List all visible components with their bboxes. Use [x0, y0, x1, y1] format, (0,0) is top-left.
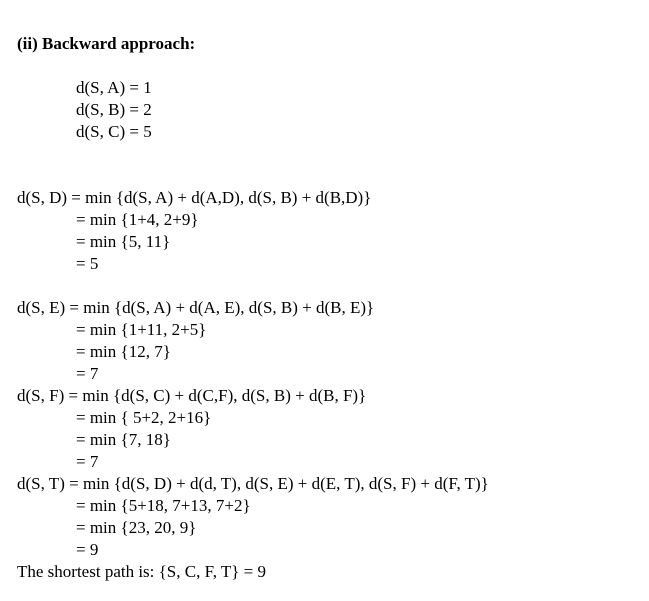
equation-f-step: = min {7, 18}: [76, 430, 171, 449]
equation-d-step: = min {5, 11}: [76, 232, 171, 251]
initial-distance-a: d(S, A) = 1: [76, 78, 152, 97]
equation-d-first: d(S, D) = min {d(S, A) + d(A,D), d(S, B) + d(B,D)}: [17, 188, 372, 207]
initial-distance-c: d(S, C) = 5: [76, 122, 152, 141]
shortest-path-conclusion: The shortest path is: {S, C, F, T} = 9: [17, 562, 267, 581]
equation-d-step: = min {1+4, 2+9}: [76, 210, 199, 229]
equation-t-step: = min {23, 20, 9}: [76, 518, 197, 537]
equation-d-result: = 5: [76, 254, 99, 273]
equation-f-first: d(S, F) = min {d(S, C) + d(C,F), d(S, B) + d(B, F)}: [17, 386, 367, 405]
equation-e-first: d(S, E) = min {d(S, A) + d(A, E), d(S, B) + d(B, E)}: [17, 298, 375, 317]
equation-e-result: = 7: [76, 364, 99, 383]
equation-t-result: = 9: [76, 540, 99, 559]
equation-f-result: = 7: [76, 452, 99, 471]
initial-distance-b: d(S, B) = 2: [76, 100, 152, 119]
equation-t-step: = min {5+18, 7+13, 7+2}: [76, 496, 251, 515]
equation-e-step: = min {12, 7}: [76, 342, 171, 361]
section-heading: (ii) Backward approach:: [17, 34, 196, 53]
equation-f-step: = min { 5+2, 2+16}: [76, 408, 212, 427]
equation-e-step: = min {1+11, 2+5}: [76, 320, 207, 339]
equation-t-first: d(S, T) = min {d(S, D) + d(d, T), d(S, E) + d(E, T), d(S, F) + d(F, T)}: [17, 474, 489, 493]
